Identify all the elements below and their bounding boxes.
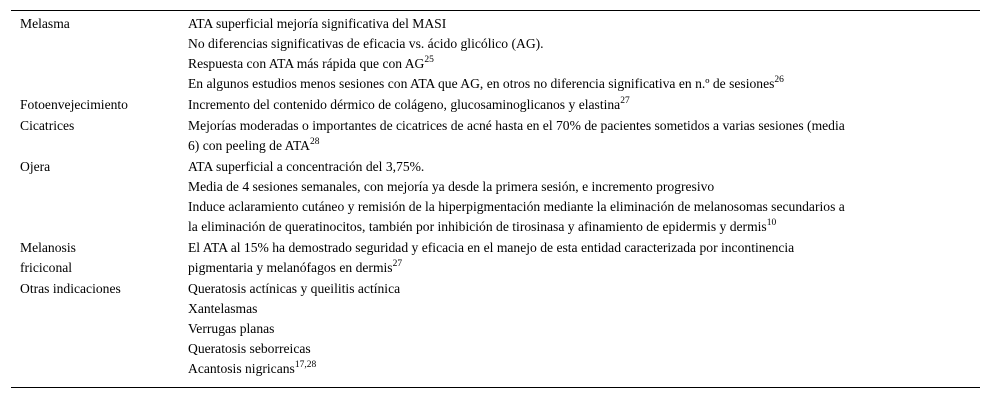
description-line: [188, 177, 950, 197]
reference-superscript: 28: [309, 137, 320, 147]
row-label: Ojera: [20, 159, 51, 174]
description-line: [188, 217, 950, 237]
description-text: ATA superficial a concentración del 3,75%.: [188, 159, 425, 174]
reference-superscript: 10: [766, 218, 777, 228]
description-text: Media de 4 sesiones semanales, con mejoría ya desde la primera sesión, e incremento progresivo: [188, 179, 715, 194]
row-description-cell: [188, 279, 980, 380]
description-text: 6) con peeling de ATA: [188, 138, 310, 153]
row-description-cell: [188, 238, 980, 279]
row-label: Fotoenvejecimiento: [20, 97, 128, 112]
row-label-cell: [11, 279, 188, 380]
description-text: El ATA al 15% ha demostrado seguridad y eficacia en el manejo de esta entidad caracterizada por incontinencia: [188, 240, 795, 255]
row-label-cell: [11, 157, 188, 238]
table-row: [11, 279, 980, 380]
description-line: [188, 299, 950, 319]
row-description-cell: [188, 116, 980, 157]
description-line: [188, 136, 950, 156]
table-body: [11, 14, 980, 380]
description-line: [188, 95, 950, 115]
description-line: [188, 34, 950, 54]
table-row: [11, 157, 980, 238]
row-label-cell: [11, 238, 188, 279]
row-label: Otras indicaciones: [20, 281, 121, 296]
description-text: Mejorías moderadas o importantes de cicatrices de acné hasta en el 70% de pacientes sometidos a varias sesiones (media: [188, 118, 845, 133]
row-label: Melanosis: [20, 240, 76, 255]
indications-table-grid: [11, 14, 980, 380]
row-label: Cicatrices: [20, 118, 75, 133]
reference-superscript: 25: [424, 55, 434, 65]
description-line: [188, 339, 950, 359]
row-description-cell: [188, 157, 980, 238]
table-row: [11, 116, 980, 157]
row-label-cell: [11, 95, 188, 116]
description-line: [188, 74, 950, 94]
row-label: Melasma: [20, 16, 70, 31]
description-text: Respuesta con ATA más rápida que con AG: [188, 56, 425, 71]
description-text: la eliminación de queratinocitos, también por inhibición de tirosinasa y afinamiento de epidermis y dermis: [188, 219, 767, 234]
reference-superscript: 27: [392, 259, 403, 269]
description-text: Queratosis seborreicas: [188, 341, 311, 356]
row-label-cell: [11, 116, 188, 157]
row-label: friciconal: [20, 260, 73, 275]
description-line: [188, 54, 950, 74]
description-text: Incremento del contenido dérmico de colágeno, glucosaminoglicanos y elastina: [188, 97, 621, 112]
table-row: [11, 238, 980, 279]
table-row: [11, 14, 980, 95]
description-text: Xantelasmas: [188, 301, 258, 316]
description-line: [188, 258, 950, 278]
description-text: pigmentaria y melanófagos en dermis: [188, 260, 393, 275]
description-line: [188, 238, 950, 258]
description-line: [188, 319, 950, 339]
description-line: [188, 359, 950, 379]
description-line: [188, 197, 950, 217]
description-line: [188, 116, 950, 136]
description-text: Verrugas planas: [188, 321, 275, 336]
reference-superscript: 27: [620, 96, 630, 106]
reference-superscript: 17,28: [294, 360, 317, 370]
description-text: En algunos estudios menos sesiones con ATA que AG, en otros no diferencia significativa en n.º de sesiones: [188, 76, 775, 91]
row-description-cell: [188, 14, 980, 95]
description-line: [188, 157, 950, 177]
description-text: ATA superficial mejoría significativa del MASI: [188, 16, 447, 31]
indications-table: [11, 10, 980, 388]
row-description-cell: [188, 95, 980, 116]
row-label-cell: [11, 14, 188, 95]
description-text: Acantosis nigricans: [188, 361, 295, 376]
description-text: No diferencias significativas de eficacia vs. ácido glicólico (AG).: [188, 36, 544, 51]
table-row: [11, 95, 980, 116]
description-line: [188, 14, 950, 34]
description-line: [188, 279, 950, 299]
description-text: Queratosis actínicas y queilitis actínica: [188, 281, 401, 296]
description-text: Induce aclaramiento cutáneo y remisión de la hiperpigmentación mediante la eliminación de melanosomas secundarios a: [188, 199, 845, 214]
reference-superscript: 26: [774, 75, 784, 85]
